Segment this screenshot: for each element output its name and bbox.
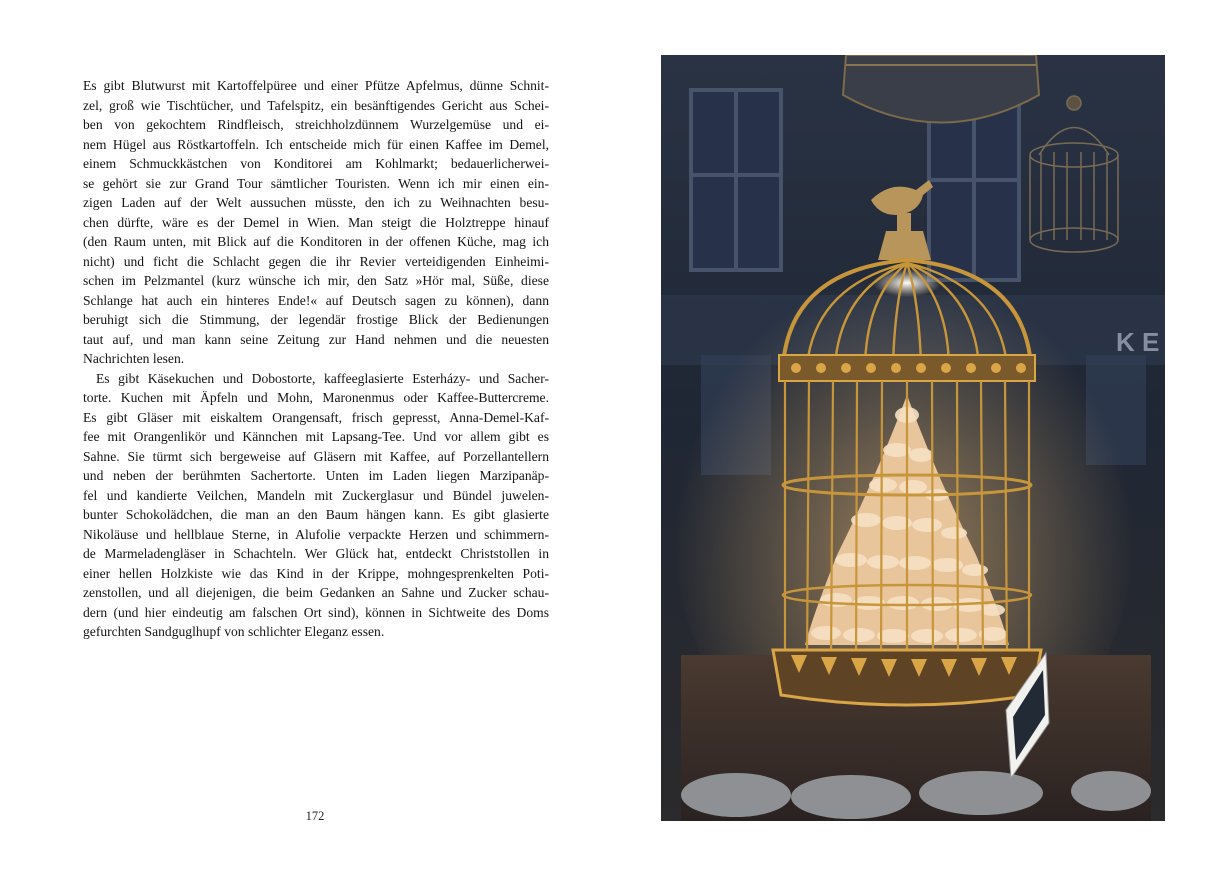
text-line: Schlange hat auch ein hinteres Ende!« auf Deutsch sagen zu können), dann bbox=[83, 292, 549, 308]
text-line: Sahne. Sie türmt sich bergeweise auf Gläsern mit Kaffee, auf Porzellantellern bbox=[83, 448, 549, 464]
photo-birdcage-pastries bbox=[661, 55, 1165, 821]
text-line: taut auf, und man kann seine Zeitung zur Hand nehmen und die neuesten bbox=[83, 331, 549, 347]
text-line: fel und kandierte Veilchen, Mandeln mit Zuckerglasur und Bündel juwelen- bbox=[83, 487, 549, 503]
text-line: nicht) und ficht die Schlacht gegen die ihr Revier verteidigenden Einheimi- bbox=[83, 253, 549, 269]
text-line: nem Hügel aus Röstkartoffeln. Ich entscheide mich für einen Kaffee im Demel, bbox=[83, 136, 549, 152]
text-line: zigen Laden auf der Welt aussuchen müsste, den ich zu Weihnachten besu- bbox=[83, 195, 549, 210]
text-line: torte. Kuchen mit Äpfeln und Mohn, Maronenmus oder Kaffee-Buttercreme. bbox=[83, 390, 549, 405]
text-line: de Marmeladengläser in Schachteln. Wer Glück hat, entdeckt Christstollen in bbox=[83, 546, 549, 561]
page-number: 172 bbox=[305, 809, 325, 823]
text-line: fee mit Orangenlikör und Kännchen mit Lapsang-Tee. Und vor allem gibt es bbox=[83, 429, 549, 444]
window-reflection-left bbox=[691, 90, 781, 270]
text-line: (den Raum unten, mit Blick auf die Konditoren in der offenen Küche, mag ich bbox=[83, 234, 549, 249]
text-line: schen im Pelzmantel (kurz wünsche ich mir, den Satz »Hör mal, Süße, diese bbox=[83, 273, 549, 288]
text-line: zel, groß wie Tischtücher, und Tafelspitz, ein besänftigendes Gericht aus Schei- bbox=[83, 97, 549, 113]
text-line: Es gibt Gläser mit eiskaltem Orangensaft, frisch gepresst, Anna-Demel-Kaf- bbox=[83, 409, 549, 425]
text-line: Es gibt Käsekuchen und Dobostorte, kaffeeglasierte Esterházy- und Sacher- bbox=[96, 370, 549, 386]
text-line: se gehört sie zur Grand Tour sämtlicher Touristen. Wenn ich mir einen ein- bbox=[83, 175, 549, 191]
text-line: und neben der berühmten Sachertorte. Unten im Laden liegen Marzipanäp- bbox=[83, 468, 549, 483]
text-line: bunter Schokolädchen, die man an den Baum hängen kann. Es gibt glasierte bbox=[83, 507, 549, 522]
text-line: zenstollen, und all diejenigen, die beim Gedanken an Sahne und Zucker schau- bbox=[83, 585, 549, 600]
text-line: Nachrichten lesen. bbox=[83, 351, 185, 366]
text-line: chen dürfte, wäre es der Demel in Wien. Man steigt die Holztreppe hinauf bbox=[83, 214, 549, 230]
text-line: einer hellen Holzkiste wie das Kind in der Krippe, mohngesprenkelten Poti- bbox=[83, 565, 549, 581]
shop-sign-letters: K E bbox=[1116, 327, 1160, 357]
text-line: Es gibt Blutwurst mit Kartoffelpüree und einer Pfütze Apfelmus, dünne Schnit- bbox=[83, 78, 549, 93]
text-line: dern (und hier eindeutig am falschen Ort sind), können in Sichtweite des Doms bbox=[83, 604, 549, 620]
text-line: einem Schmuckkästchen von Konditorei am Kohlmarkt; bedauerlicherwei- bbox=[83, 156, 549, 171]
text-line: beruhigt sich die Stimmung, der legendär frostige Blick der Bedienungen bbox=[83, 312, 549, 327]
text-line: gefurchten Sandguglhupf von schlichter Eleganz essen. bbox=[83, 624, 385, 639]
body-text bbox=[83, 76, 549, 642]
text-line: Nikoläuse und hellblaue Sterne, in Alufolie verpackte Herzen und schimmern- bbox=[83, 526, 549, 542]
text-line: ben von gekochtem Rindfleisch, streichholzdünnem Wurzelgemüse und ei- bbox=[83, 117, 549, 132]
